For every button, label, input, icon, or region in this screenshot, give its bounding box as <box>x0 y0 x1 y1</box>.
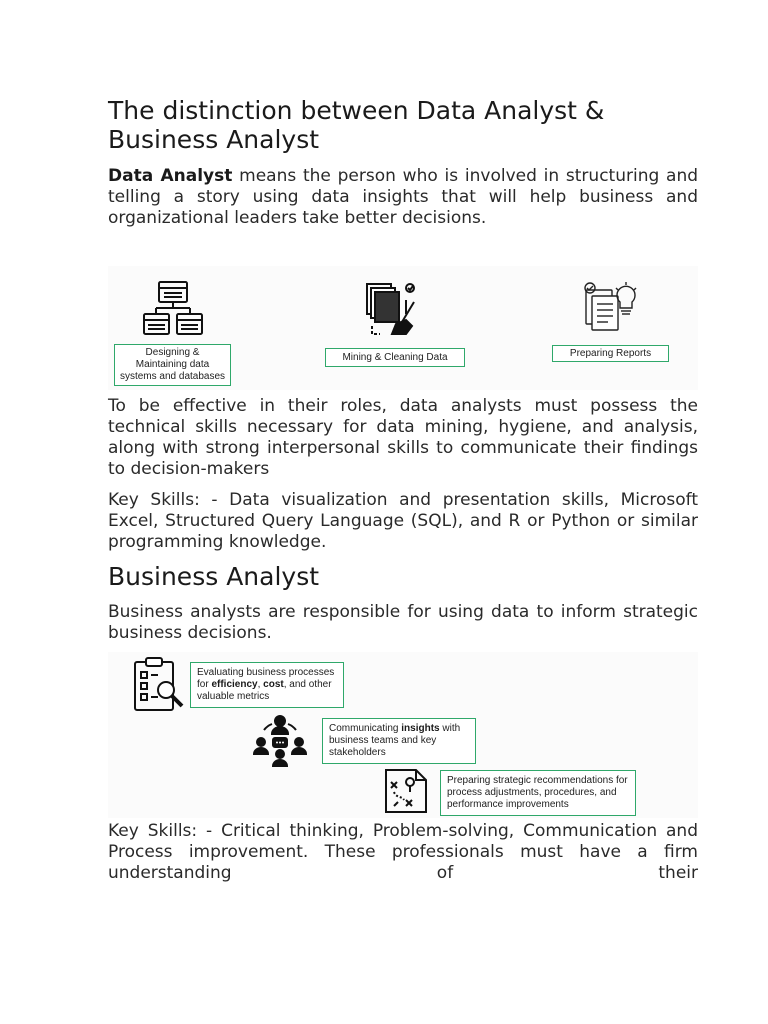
database-hierarchy-icon <box>142 280 204 338</box>
data-analyst-definition-text: means the person who is involved in structuring and telling a story using data insights that will help business and organizational leaders take better decisions. <box>108 166 699 228</box>
caption-evaluating-efficiency: efficiency <box>211 679 258 690</box>
data-cleaning-icon <box>364 280 424 338</box>
business-analyst-key-skills: Key Skills: - Critical thinking, Problem-solving, Communication and Process improvement. These professionals must have a firm understanding of their <box>108 821 698 883</box>
caption-communicating-pre: Communicating <box>329 723 402 734</box>
caption-designing-databases: Designing & Maintaining data systems and databases <box>114 344 231 386</box>
data-analyst-figure <box>108 266 698 390</box>
page-title: The distinction between Data Analyst & Business Analyst <box>108 96 605 154</box>
data-analyst-definition <box>108 166 698 229</box>
caption-strategic-recommendations: Preparing strategic recommendations for process adjustments, procedures, and performance improvements <box>440 770 636 816</box>
team-communication-icon <box>252 714 308 768</box>
report-lightbulb-icon <box>580 280 642 336</box>
caption-communicating-insights <box>322 718 476 764</box>
strategy-map-icon <box>382 766 430 816</box>
caption-communicating-insights-bold: insights <box>401 723 440 734</box>
business-analyst-intro: Business analysts are responsible for using data to inform strategic business decisions. <box>108 602 698 643</box>
clipboard-search-icon <box>132 656 188 714</box>
caption-evaluating-pre: Evaluating business processes for <box>197 667 335 690</box>
data-analyst-effectiveness: To be effective in their roles, data analysts must possess the technical skills necessary for data mining, hygiene, and analysis, along with strong interpersonal skills to communicate their findings to decision-makers <box>108 396 698 479</box>
caption-evaluating-cost: cost <box>263 679 284 690</box>
caption-evaluating-post: , and other valuable metrics <box>197 679 332 702</box>
caption-evaluating-processes <box>190 662 344 708</box>
business-analyst-heading: Business Analyst <box>108 562 320 591</box>
caption-evaluating-mid: , <box>257 679 264 690</box>
data-analyst-term: Data Analyst <box>108 166 233 186</box>
caption-mining-cleaning: Mining & Cleaning Data <box>325 348 465 367</box>
caption-preparing-reports: Preparing Reports <box>552 345 669 362</box>
data-analyst-key-skills: Key Skills: - Data visualization and presentation skills, Microsoft Excel, Structured Query Language (SQL), and R or Python or similar programming knowledge. <box>108 490 698 552</box>
caption-communicating-post: with business teams and key stakeholders <box>329 723 461 758</box>
business-analyst-figure <box>108 652 698 818</box>
